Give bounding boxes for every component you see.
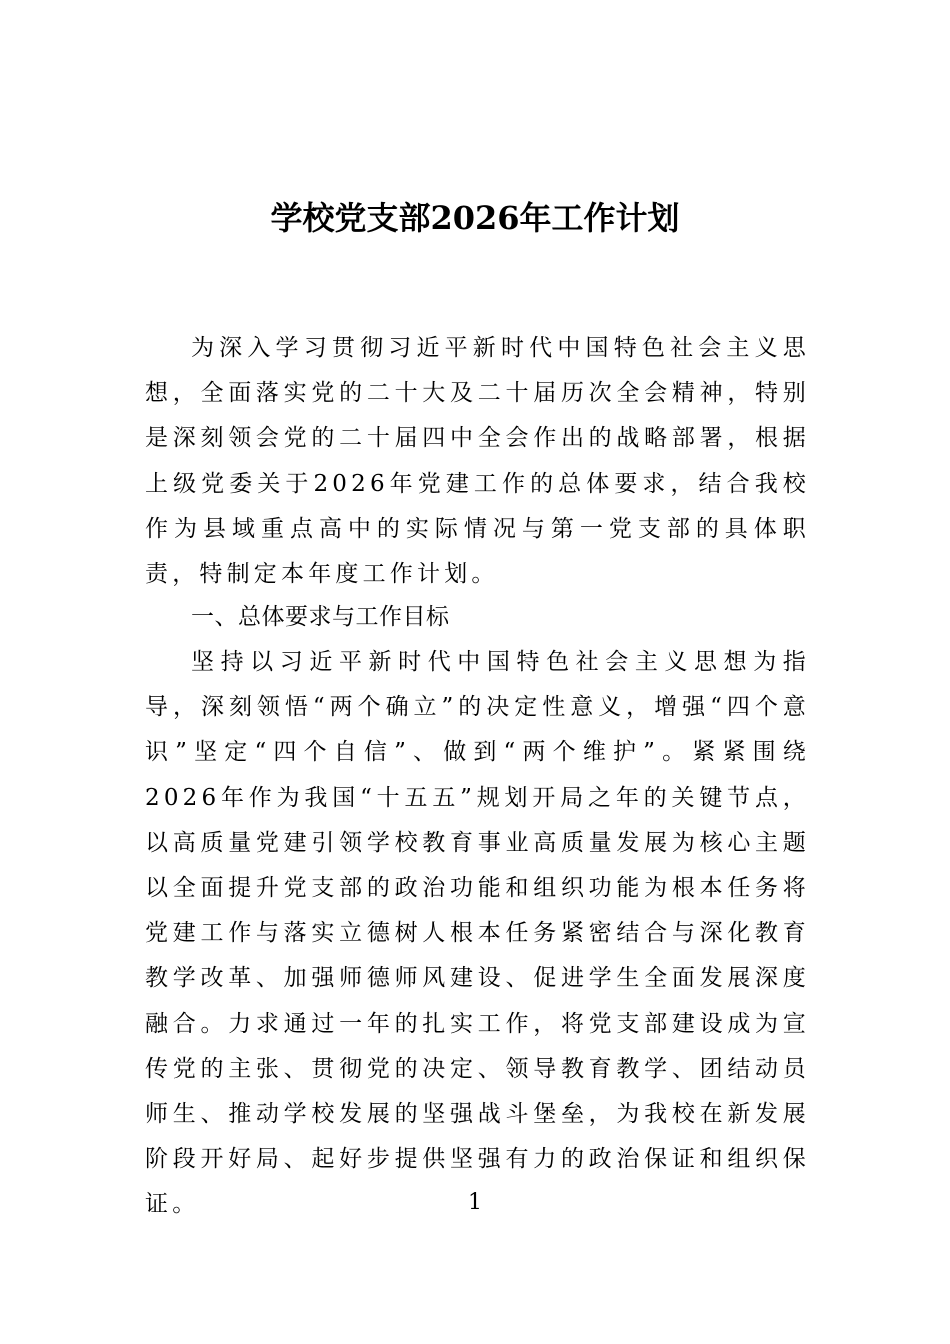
section-paragraph: 坚持以习近平新时代中国特色社会主义思想为指导，深刻领悟“两个确立”的决定性意义，增强“四个意识”坚定“四个自信”、做到“两个维护”。紧紧围绕2026年作为我国“十五五”规划开局之年的关键节点，以高质量党建引领学校教育事业高质量发展为核心主题以全面提升党支部的政治功能和组织功能为根本任务将党建工作与落实立德树人根本任务紧密结合与深化教育教学改革、加强师德师风建设、促进学生全面发展深度融合。力求通过一年的扎实工作，将党支部建设成为宣传党的主张、贯彻党的决定、领导教育教学、团结动员师生、推动学校发展的坚强战斗堡垒，为我校在新发展阶段开好局、起好步提供坚强有力的政治保证和组织保证。 <box>145 649 810 1218</box>
intro-paragraph: 为深入学习贯彻习近平新时代中国特色社会主义思想，全面落实党的二十大及二十届历次全会精神，特别是深刻领会党的二十届四中全会作出的战略部署，根据上级党委关于2026年党建工作的总体要求，结合我校作为县域重点高中的实际情况与第一党支部的具体职责，特制定本年度工作计划。 <box>145 335 810 588</box>
page-number: 1 <box>468 1190 482 1215</box>
document-title: 学校党支部2026年工作计划 <box>270 199 680 237</box>
section-heading: 一、总体要求与工作目标 <box>191 604 450 630</box>
